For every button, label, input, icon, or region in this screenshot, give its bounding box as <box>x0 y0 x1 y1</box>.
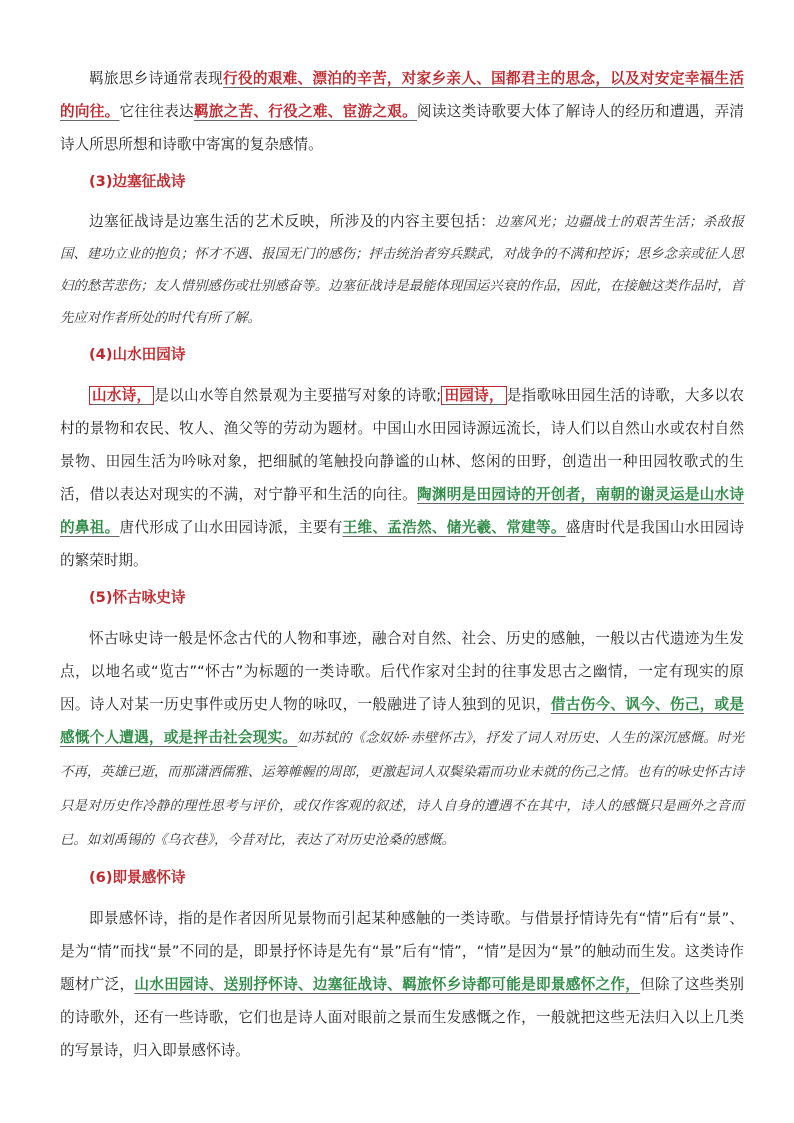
text: 阅读这类诗歌要大体了解诗人的经历和遭遇，弄清诗人所思所想和诗歌中寄寓的复杂感情。 <box>60 103 744 153</box>
text: 边塞征战诗是边塞生活的艺术反映，所涉及的内容主要包括： <box>89 213 496 230</box>
highlight-red-boxed: 山水诗， <box>89 386 154 405</box>
section-heading-frontier: (3)边塞征战诗 <box>89 173 186 190</box>
text: 即景感怀诗，指的是作者因所见景物而引起某种感触的一类诗歌。与借景抒情诗先有“情”后有“景”、是为“情”而找“景”不同的是，即景抒怀诗是先有“景”后有“情”，“情”是因为“景”的触动而生发。这类诗作题材广泛， <box>60 910 744 993</box>
highlight-green: 山水田园诗、送别抒怀诗、边塞征战诗、羁旅怀乡诗都可能是即景感怀之作， <box>134 976 641 993</box>
highlight-red-boxed: 田园诗， <box>441 386 507 405</box>
paragraph-scenery-poetry <box>60 902 744 1067</box>
text: 它往往表达 <box>119 103 194 120</box>
paragraph-history-poetry <box>60 622 744 857</box>
highlight-green: 陶渊明是田园诗的开创者，南朝的谢灵运是山水诗的鼻祖。 <box>60 486 744 536</box>
text: 是指歌咏田园生活的诗歌，大多以农村的景物和农民、牧人、渔父等的劳动为题材。中国山水田园诗源远流长，诗人们以自然山水或农村自然景物、田园生活为吟咏对象，把细腻的笔触投向静谧的山林、悠闲的田野，创造出一种田园牧歌式的生活，借以表达对现实的不满，对宁静平和生活的向往。 <box>60 387 744 503</box>
paragraph-homesick-poetry <box>60 62 744 161</box>
text: 是以山水等自然景观为主要描写对象的诗歌; <box>154 387 442 404</box>
document-page <box>60 62 744 1067</box>
text: 但除了这些类别的诗歌外，还有一些诗歌，它们也是诗人面对眼前之景而生发感慨之作，一般就把这些无法归入以上几类的写景诗，归入即景感怀诗。 <box>60 976 744 1059</box>
highlight-green: 借古伤今、讽今、伤己，或是感慨个人遭遇，或是抨击社会现实。 <box>60 696 744 746</box>
text: 怀古咏史诗一般是怀念古代的人物和事迹，融合对自然、社会、历史的感触，一般以古代遗迹为生发点，以地名或“览古”“怀古”为标题的一类诗歌。后代作家对尘封的往事发思古之幽情，一定有现实的原因。诗人对某一历史事件或历史人物的咏叹，一般融进了诗人独到的见识， <box>60 630 744 713</box>
highlight-green: 王维、孟浩然、储光羲、常建等。 <box>342 519 566 536</box>
highlight-red: 羁旅之苦、行役之难、宦游之艰。 <box>193 103 417 120</box>
text: 羁旅思乡诗通常表现 <box>89 70 224 87</box>
section-heading-history: (5)怀古咏史诗 <box>89 589 186 606</box>
section-heading-landscape: (4)山水田园诗 <box>89 346 186 363</box>
paragraph-landscape-poetry <box>60 379 744 577</box>
text: 盛唐时代是我国山水田园诗的繁荣时期。 <box>60 519 744 569</box>
highlight-red: 行役的艰难、漂泊的辛苦，对家乡亲人、国都君主的思念，以及对安定幸福生活的向往。 <box>60 70 744 120</box>
paragraph-frontier-poetry <box>60 206 744 334</box>
section-heading-scenery: (6)即景感怀诗 <box>89 869 186 886</box>
text-handwritten: 边塞风光；边疆战士的艰苦生活；杀敌报国、建功立业的抱负；怀才不遇、报国无门的感伤；抨击统治者穷兵黩武，对战争的不满和控诉；思乡念亲或征人思妇的愁苦悲伤；友人惜别感伤或壮别感奋等。边塞征战诗是最能体现国运兴衰的作品，因此，在接触这类作品时，首先应对作者所处的时代有所了解。 <box>60 215 744 326</box>
text: 唐代形成了山水田园诗派，主要有 <box>119 519 343 536</box>
text-handwritten: 如苏轼的《念奴娇·赤壁怀古》，抒发了词人对历史、人生的深沉感慨。时光不再，英雄已逝，而那潇洒儒雅、运筹帷幄的周郎，更激起词人双鬓染霜而功业未就的伤己之情。也有的咏史怀古诗只是对历史作冷静的理性思考与评价，或仅作客观的叙述，诗人自身的遭遇不在其中，诗人的感慨只是画外之音而已。如刘禹锡的《乌衣巷》，今昔对比，表达了对历史沧桑的感慨。 <box>60 731 744 848</box>
